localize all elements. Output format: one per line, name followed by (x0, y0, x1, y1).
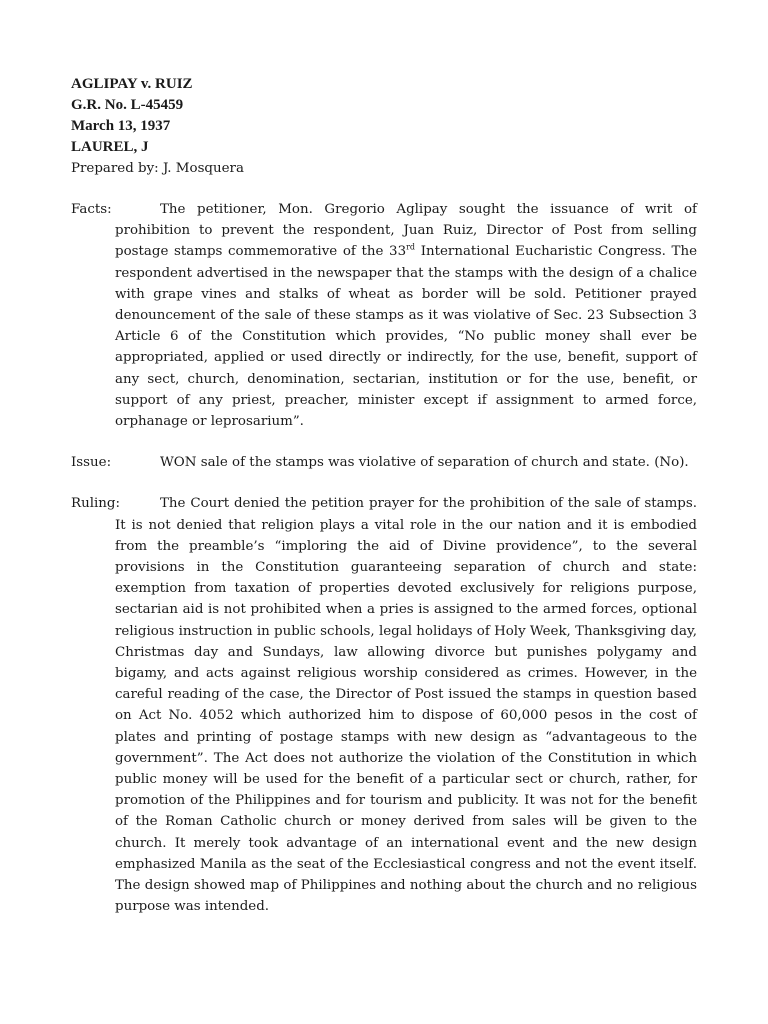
case-title: AGLIPAY v. RUIZ (71, 76, 193, 92)
ponente: LAUREL, J (71, 139, 149, 155)
issue-label: Issue: (71, 455, 112, 471)
case-digest (71, 74, 697, 918)
facts-text-part1: The petitioner, Mon. Gregorio Aglipay sought the issuance of writ of prohibition to prevent the respondent, Juan Ruiz, Director of Post from selling postage stamps commemorative of the 33 (115, 202, 697, 260)
ruling-label: Ruling: (71, 496, 120, 512)
ruling-text: The Court denied the petition prayer for the prohibition of the sale of stamps. It is not denied that religion plays a vital role in the our nation and it is embodied from the preamble’s “imploring the aid of Divine providence”, to the several provisions in the Constitution guaranteeing separation of church and state: exemption from taxation of properties devoted exclusively for religions purpose, sectarian aid is not prohibited when a pries is assigned to the armed forces, optional religious instruction in public schools, legal holidays of Holy Week, Thanksgiving day, Christmas day and Sundays, law allowing divorce but punishes polygamy and bigamy, and acts against religious worship considered as crimes. However, in the careful reading of the case, the Director of Post issued the stamps in question based on Act No. 4052 which authorized him to dispose of 60,000 pesos in the cost of plates and printing of postage stamps with new design as “advantageous to the government”. The Act does not authorize the violation of the Constitution in which public money will be used for the benefit of a particular sect or church, rather, for promotion of the Philippines and for tourism and publicity. It was not for the benefit of the Roman Catholic church or money derived from sales will be given to the church. It merely took advantage of an international event and the new design emphasized Manila as the seat of the Ecclesiastical congress and not the event itself. The design showed map of Philippines and nothing about the church and no religious purpose was intended. (115, 496, 697, 915)
ruling-section (71, 493, 697, 917)
issue-text: WON sale of the stamps was violative of separation of church and state. (No). (160, 455, 689, 471)
facts-section (71, 199, 697, 432)
gr-number: G.R. No. L-45459 (71, 97, 184, 113)
decision-date: March 13, 1937 (71, 118, 171, 134)
ordinal-suffix: rd (406, 242, 416, 252)
facts-label: Facts: (71, 202, 112, 217)
facts-text-part2: International Eucharistic Congress. The respondent advertised in the newspaper that the stamps with the design of a chalice with grape vines and stalks of wheat as border will be sold. Petitioner prayed denouncement of the sale of these stamps as it was violative of Sec. 23 Subsection 3 Article 6 of the Constitution which provides, “No public money shall ever be appropriated, applied or used directly or indirectly, for the use, benefit, support of any sect, church, denomination, sectarian, institution or for the use, benefit, or support of any priest, preacher, minister except if assignment to armed force, orphanage or leprosarium”. (115, 244, 697, 430)
issue-section (71, 452, 697, 473)
prepared-by: Prepared by: J. Mosquera (71, 161, 244, 176)
